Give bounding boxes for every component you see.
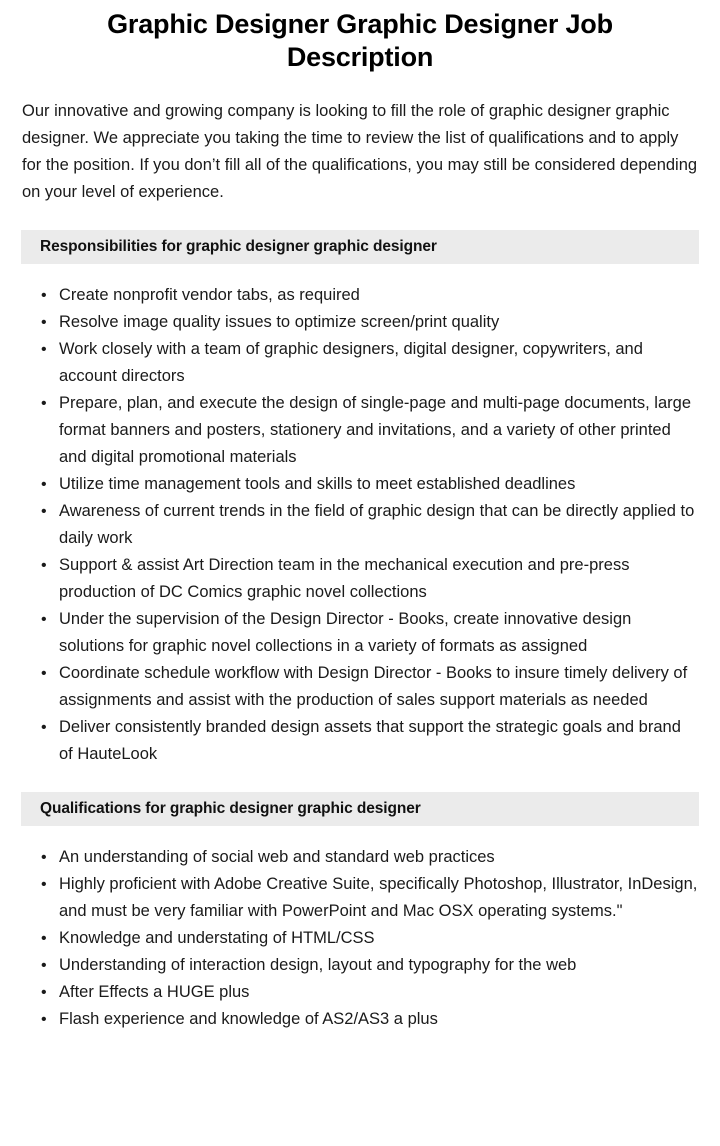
page-bottom-spacer: [0, 1033, 720, 1051]
list-item: • After Effects a HUGE plus: [0, 979, 698, 1006]
qualifications-header: [21, 792, 699, 826]
qualifications-section: [0, 792, 720, 1033]
list-item: • Flash experience and knowledge of AS2/AS3 a plus: [0, 1006, 698, 1033]
responsibilities-header-label: Responsibilities for graphic designer graphic designer: [40, 238, 437, 256]
list-item: • Coordinate schedule workflow with Design Director - Books to insure timely delivery of assignments and assist with the production of sales support materials as needed: [0, 660, 698, 714]
list-item: • Support & assist Art Direction team in the mechanical execution and pre-press production of DC Comics graphic novel collections: [0, 552, 698, 606]
list-item: • Under the supervision of the Design Director - Books, create innovative design solutions for graphic novel collections in a variety of formats as assigned: [0, 606, 698, 660]
responsibilities-list: [0, 264, 720, 768]
qualifications-header-label: Qualifications for graphic designer graphic designer: [40, 800, 421, 818]
qualifications-list: [0, 826, 720, 1033]
responsibilities-header: [21, 230, 699, 264]
list-item: • Understanding of interaction design, layout and typography for the web: [0, 952, 698, 979]
list-item: • Utilize time management tools and skills to meet established deadlines: [0, 471, 698, 498]
list-item: • Knowledge and understating of HTML/CSS: [0, 925, 698, 952]
responsibilities-section: [0, 230, 720, 768]
list-item: • Awareness of current trends in the field of graphic design that can be directly applied to daily work: [0, 498, 698, 552]
list-item: • Resolve image quality issues to optimize screen/print quality: [0, 309, 698, 336]
list-item: • Prepare, plan, and execute the design of single-page and multi-page documents, large format banners and posters, stationery and invitations, and a variety of other printed and digital promotional materials: [0, 390, 698, 471]
list-item: • An understanding of social web and standard web practices: [0, 844, 698, 871]
intro-paragraph: Our innovative and growing company is looking to fill the role of graphic designer graphic designer. We appreciate you taking the time to review the list of qualifications and to apply for the position. If you don’t fill all of the qualifications, you may still be considered depending on your level of experience.: [22, 102, 698, 201]
list-item: • Deliver consistently branded design assets that support the strategic goals and brand of HauteLook: [0, 714, 698, 768]
list-item: • Create nonprofit vendor tabs, as required: [0, 282, 698, 309]
list-item: • Work closely with a team of graphic designers, digital designer, copywriters, and account directors: [0, 336, 698, 390]
page-title: Graphic Designer Graphic Designer Job Description: [107, 9, 613, 72]
list-item: • Highly proficient with Adobe Creative Suite, specifically Photoshop, Illustrator, InDesign, and must be very familiar with PowerPoint and Mac OSX operating systems.": [0, 871, 698, 925]
